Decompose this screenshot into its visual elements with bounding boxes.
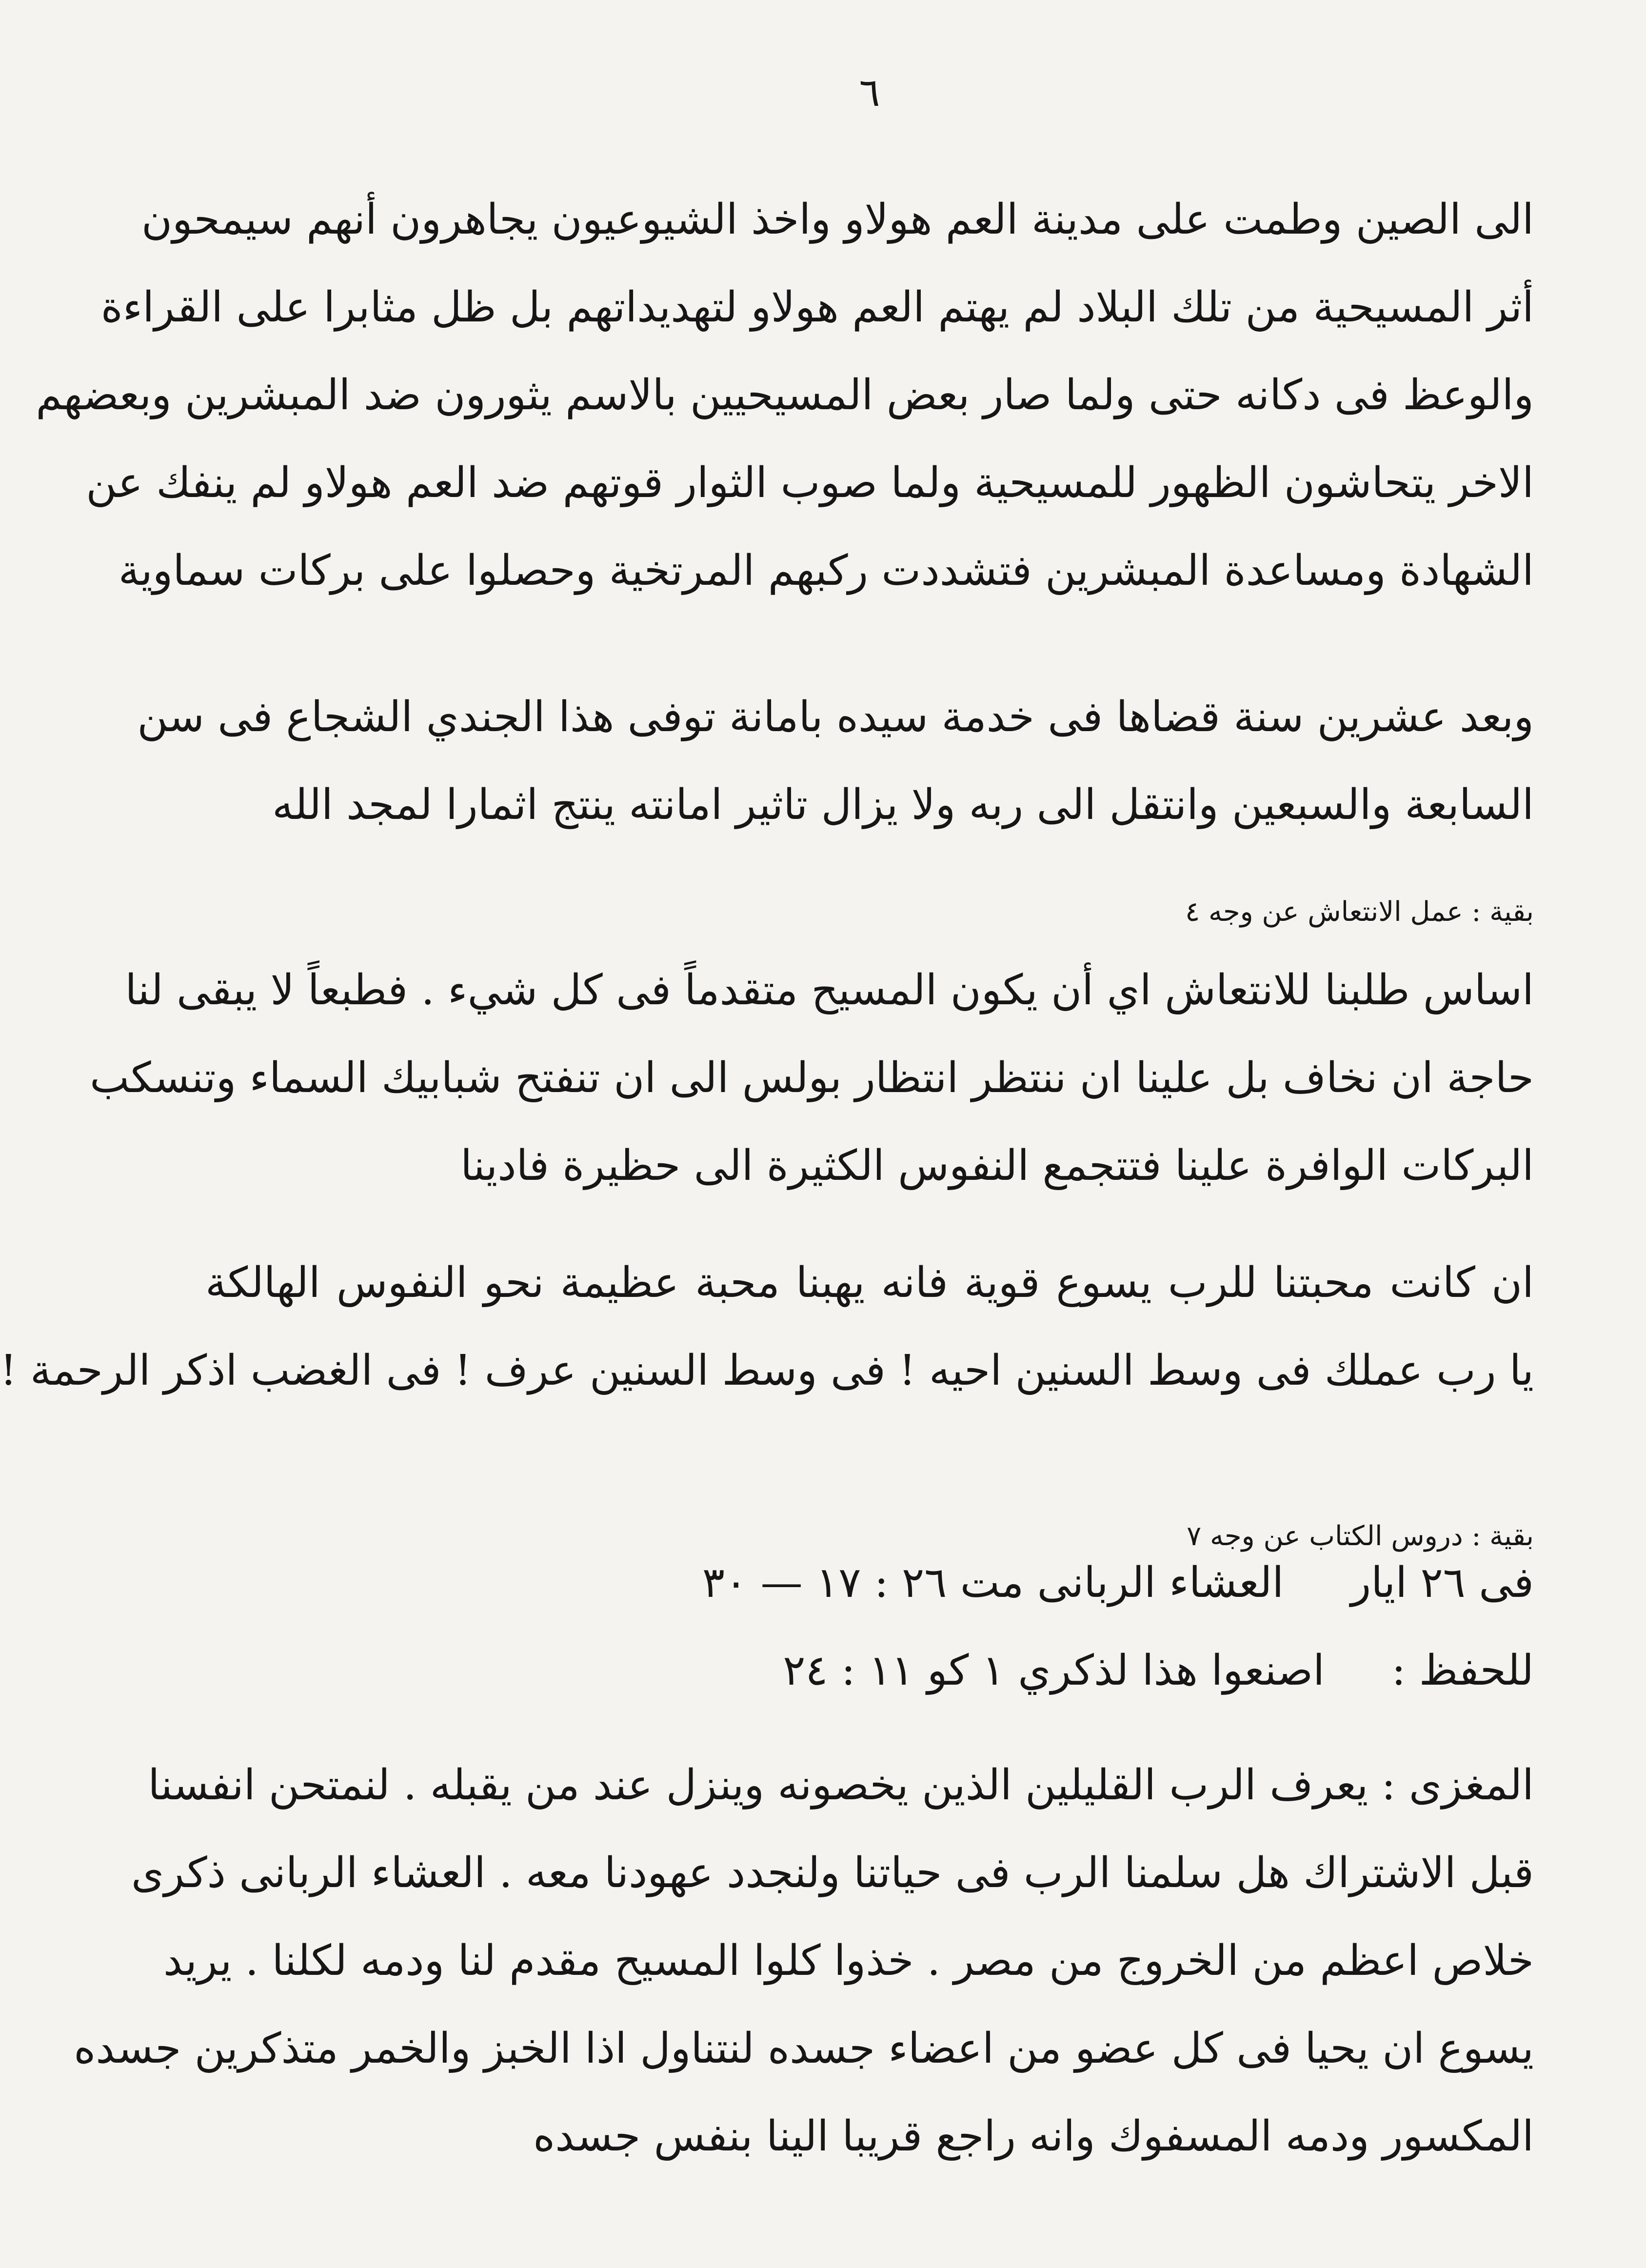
text-line: يسوع ان يحيا فى كل عضو من اعضاء جسده لنتناول اذا الخبز والخمر متذكرين جسده (74, 2024, 1534, 2073)
memory-verse-text: اصنعوا هذا لذكري ١ كو ١١ : ٢٤ (783, 1646, 1325, 1695)
memory-verse-label: للحفظ : (1391, 1646, 1534, 1695)
text-line: يا رب عملك فى وسط السنين احيه ! فى وسط السنين عرف ! فى الغضب اذكر الرحمة ! (0, 1346, 1534, 1395)
text-line: اساس طلبنا للانتعاش اي أن يكون المسيح متقدماً فى كل شيء . فطبعاً لا يبقى لنا (125, 966, 1534, 1015)
text-line: والوعظ فى دكانه حتى ولما صار بعض المسيحيين بالاسم يثورون ضد المبشرين وبعضهم (36, 371, 1534, 419)
continuation-note: بقية : دروس الكتاب عن وجه ٧ (1187, 1520, 1534, 1552)
paragraph-love-prayer (0, 1239, 1534, 1414)
paragraph-revival-basis (90, 946, 1534, 1210)
text-line: الشهادة ومساعدة المبشرين فتشددت ركبهم المرتخية وحصلوا على بركات سماوية (118, 546, 1534, 595)
text-line: السابعة والسبعين وانتقل الى ربه ولا يزال تاثير امانته ينتج اثمارا لمجد الله (272, 780, 1534, 829)
text-line: البركات الوافرة علينا فتتجمع النفوس الكثيرة الى حظيرة فادينا (460, 1141, 1534, 1190)
paragraph-hulao-story (36, 176, 1534, 615)
continuation-note-revival (205, 878, 1534, 946)
text-line: المكسور ودمه المسفوك وانه راجع قريبا الينا بنفس جسده (533, 2112, 1534, 2161)
memory-verse (205, 1629, 1534, 1712)
text-line: خلاص اعظم من الخروج من مصر . خذوا كلوا المسيح مقدم لنا ودمه لكلنا . يريد (163, 1936, 1534, 1985)
text-line: حاجة ان نخاف بل علينا ان ننتظر انتظار بولس الى ان تنفتح شبابيك السماء وتنسكب (90, 1054, 1534, 1102)
text-line: المغزى : يعرف الرب القليلين الذين يخصونه وينزل عند من يقبله . لنمتحن انفسنا (148, 1761, 1534, 1810)
paragraph-hulao-death (137, 673, 1534, 849)
text-line: الى الصين وطمت على مدينة العم هولاو واخذ الشيوعيون يجاهرون أنهم سيمحون (141, 195, 1534, 244)
text-line: وبعد عشرين سنة قضاها فى خدمة سيده بامانة توفى هذا الجندي الشجاع فى سن (137, 693, 1534, 741)
text-line: قبل الاشتراك هل سلمنا الرب فى حياتنا ولنجدد عهودنا معه . العشاء الربانى ذكرى (131, 1849, 1534, 1897)
page-number: ٦ (859, 70, 880, 115)
paragraph-lesson-moral (74, 1741, 1534, 2180)
lesson-date: فى ٢٦ ايار (1350, 1558, 1534, 1607)
continuation-note: بقية : عمل الانتعاش عن وجه ٤ (1185, 896, 1534, 928)
lesson-heading (205, 1541, 1534, 1624)
lesson-title: العشاء الربانى مت ٢٦ : ١٧ — ٣٠ (702, 1558, 1284, 1607)
text-line: أثر المسيحية من تلك البلاد لم يهتم العم هولاو لتهديداتهم بل ظل مثابرا على القراءة (100, 283, 1534, 332)
text-line: ان كانت محبتنا للرب يسوع قوية فانه يهبنا محبة عظيمة نحو النفوس الهالكة (205, 1258, 1534, 1307)
text-line: الاخر يتحاشون الظهور للمسيحية ولما صوب الثوار قوتهم ضد العم هولاو لم ينفك عن (86, 458, 1534, 507)
